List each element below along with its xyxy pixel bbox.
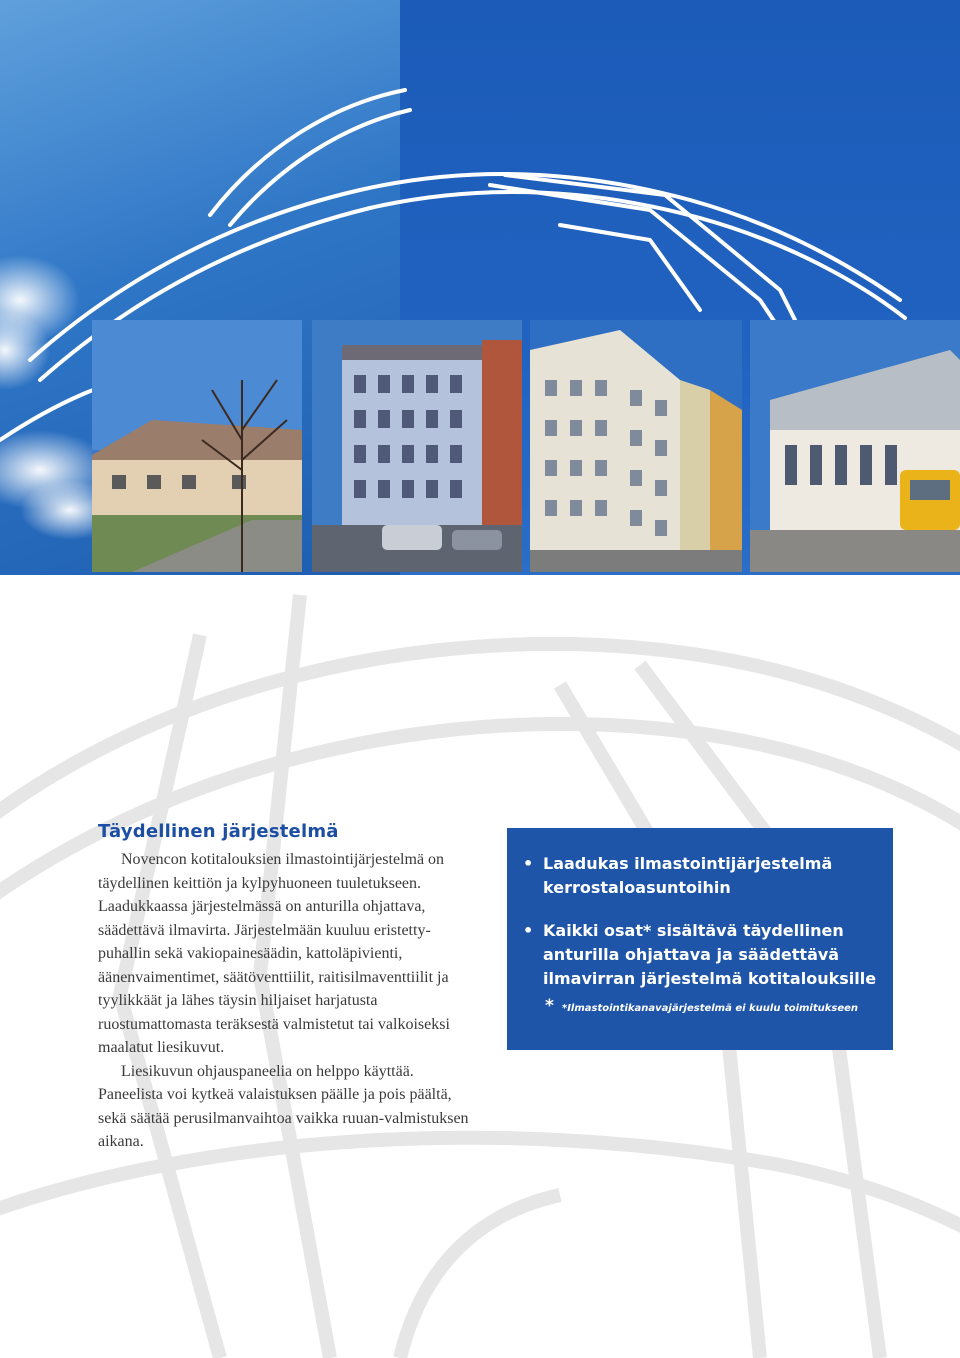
photo-house: [92, 320, 302, 572]
footnote-text: *Ilmastointikanavajärjestelmä ei kuulu toimitukseen: [561, 1003, 859, 1014]
paragraph: Novencon kotitalouksien ilmastointijärjestelmä on täydellinen keittiön ja kylpyhuoneen tuuletukseen. Laadukkaassa järjestelmässä on anturilla ohjattava, säädettävä ilmavirta. Järjestelmään kuuluu eristetty-puhallin sekä vakiopainesäädin, kattoläpivienti, äänenvaimentimet, säätöventtiilit, raitisilmaventtiilit ja tyylikkäät ja lähes täysin hiljaiset harjatusta ruostumattomasta teräksestä valmistetut tai valkoiseksi maalatut liesikuvut.: [98, 851, 450, 1056]
bullet-icon: •: [523, 854, 534, 873]
photo-corner-building: [530, 320, 742, 572]
bullet-icon: •: [523, 921, 534, 940]
hero-image: [0, 0, 960, 575]
feature-item: [523, 852, 879, 900]
paragraph: Liesikuvun ohjauspaneelia on helppo käyttää. Paneelista voi kytkeä valaistuksen päälle ja pois päältä, sekä säätää perusilmanvaihtoa vaikka ruuan-valmistuksen aikana.: [98, 1062, 469, 1150]
feature-item: [523, 919, 879, 991]
footnote-star: *: [545, 996, 554, 1016]
feature-text: Kaikki osat* sisältävä täydellinen anturilla ohjattava ja säädettävä ilmavirran järjestelmä kotitalouksille: [543, 921, 877, 988]
feature-infobox: [507, 828, 893, 1050]
photo-street-building: [750, 320, 960, 572]
feature-text: Laadukas ilmastointijärjestelmä kerrostaloasuntoihin: [543, 854, 833, 897]
photo-apartment-building: [312, 320, 522, 572]
article-body: [98, 848, 478, 1154]
section-heading: Täydellinen järjestelmä: [98, 821, 339, 842]
footnote: [545, 996, 858, 1016]
